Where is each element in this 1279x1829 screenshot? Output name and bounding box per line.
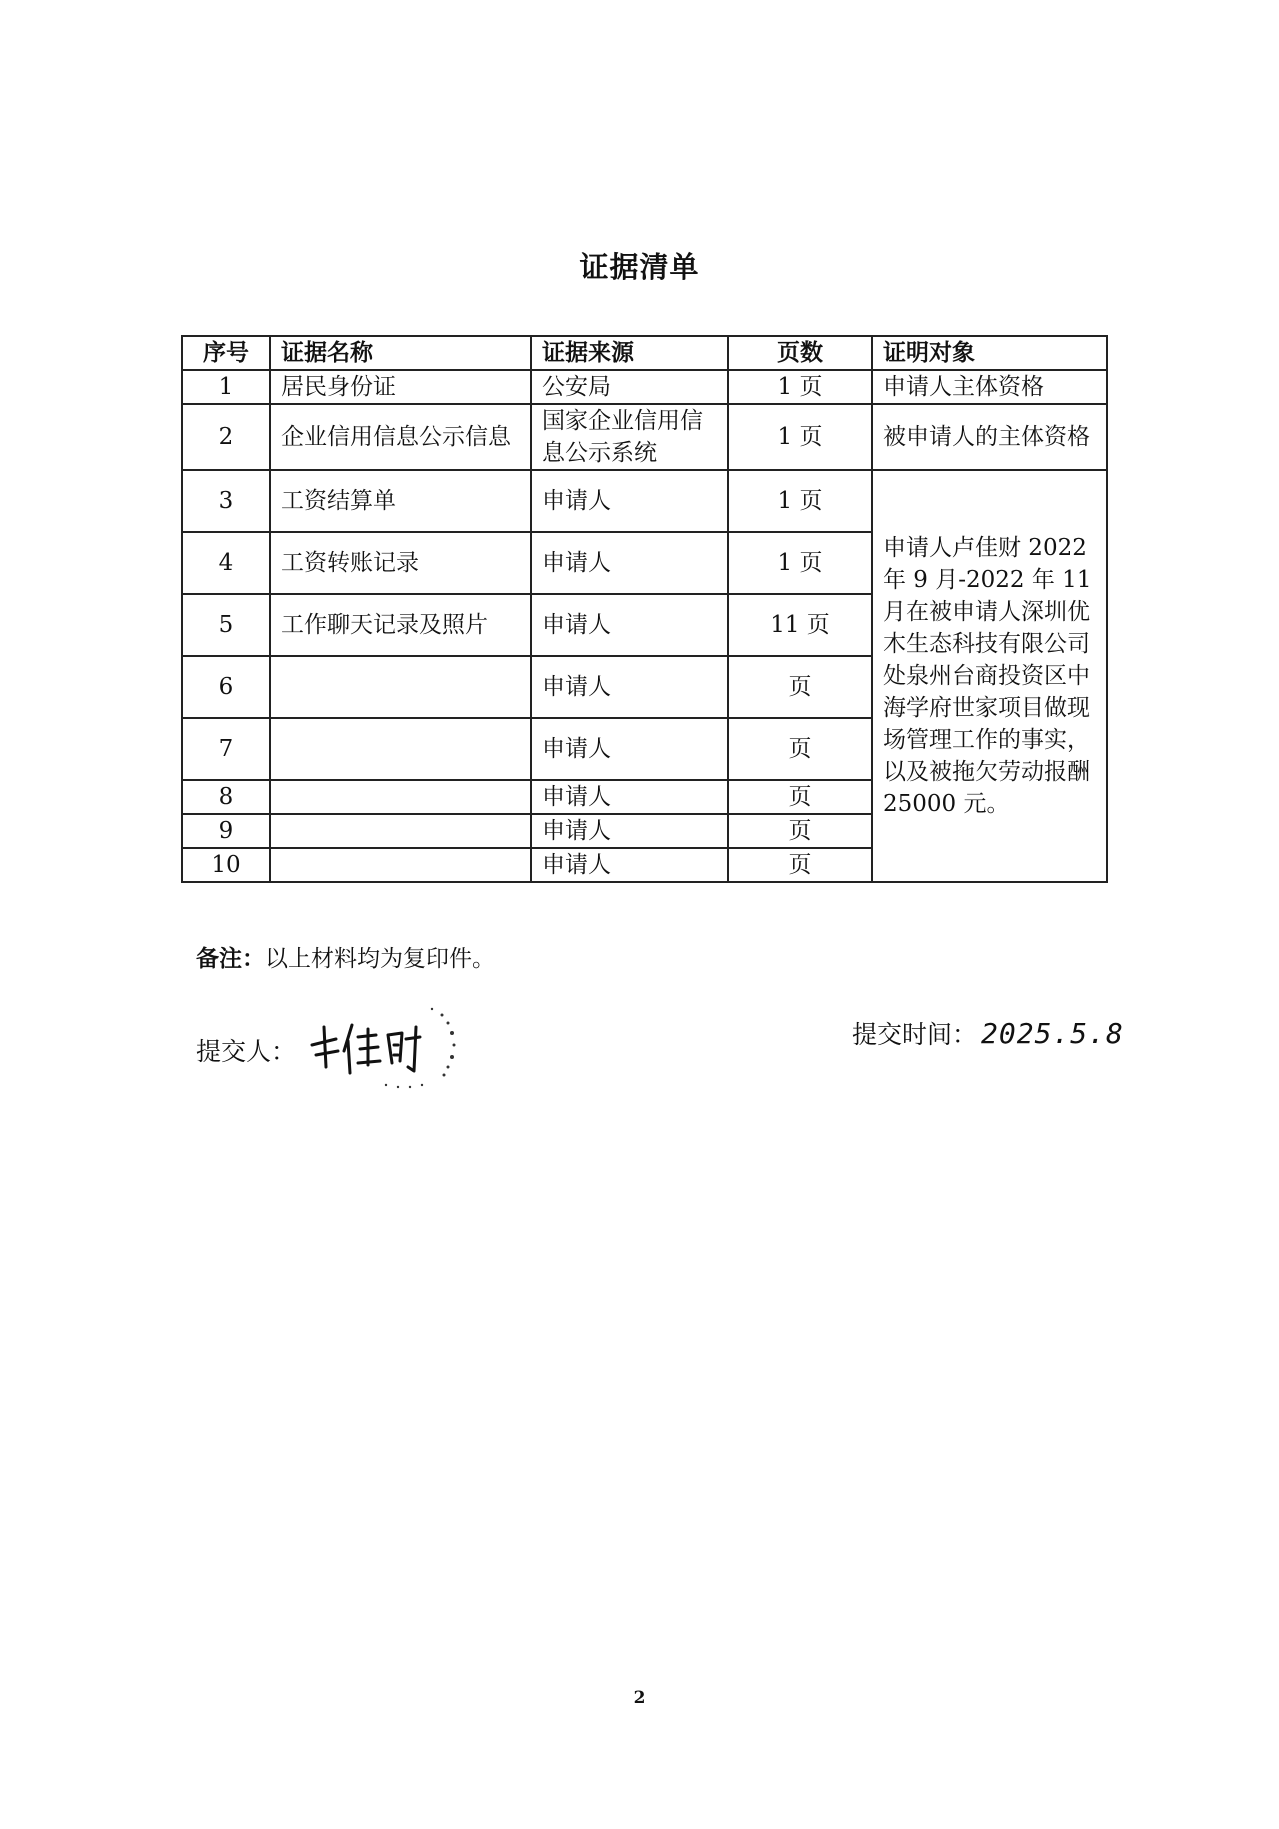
submit-time-block [852, 1015, 1124, 1051]
cell-name [270, 780, 531, 814]
cell-name: 企业信用信息公示信息 [270, 404, 531, 470]
table-header-row [182, 336, 1107, 370]
cell-source: 申请人 [531, 814, 728, 848]
header-name: 证据名称 [270, 336, 531, 370]
header-pages: 页数 [728, 336, 872, 370]
cell-name [270, 656, 531, 718]
cell-seq: 10 [182, 848, 270, 882]
cell-source: 申请人 [531, 594, 728, 656]
cell-merged-target: 申请人卢佳财 2022 年 9 月-2022 年 11 月在被申请人深圳优木生态科技有限公司处泉州台商投资区中海学府世家项目做现场管理工作的事实，以及被拖欠劳动报酬 25000 元。 [872, 470, 1107, 882]
table-row [182, 404, 1107, 470]
cell-pages: 页 [728, 718, 872, 780]
table-row [182, 370, 1107, 404]
cell-target: 申请人主体资格 [872, 370, 1107, 404]
cell-pages: 1 页 [728, 532, 872, 594]
cell-name: 工资转账记录 [270, 532, 531, 594]
cell-source: 申请人 [531, 470, 728, 532]
cell-name [270, 814, 531, 848]
cell-name [270, 848, 531, 882]
page-number: 2 [633, 1688, 646, 1708]
cell-seq: 2 [182, 404, 270, 470]
cell-source: 申请人 [531, 848, 728, 882]
cell-pages: 页 [728, 656, 872, 718]
document-title: 证据清单 [579, 250, 700, 284]
submit-time-label: 提交时间： [852, 1020, 978, 1049]
cell-source: 申请人 [531, 532, 728, 594]
cell-pages: 1 页 [728, 370, 872, 404]
remark-label: 备注： [196, 946, 265, 972]
cell-seq: 8 [182, 780, 270, 814]
evidence-table [181, 335, 1108, 883]
cell-pages: 1 页 [728, 470, 872, 532]
cell-source: 申请人 [531, 780, 728, 814]
cell-seq: 1 [182, 370, 270, 404]
cell-name: 工资结算单 [270, 470, 531, 532]
cell-name [270, 718, 531, 780]
cell-seq: 7 [182, 718, 270, 780]
table-row [182, 470, 1107, 532]
header-source: 证据来源 [531, 336, 728, 370]
submitter-block [196, 1015, 452, 1085]
cell-pages: 页 [728, 780, 872, 814]
cell-source: 公安局 [531, 370, 728, 404]
remark [196, 940, 495, 973]
cell-pages: 11 页 [728, 594, 872, 656]
cell-source: 国家企业信用信息公示系统 [531, 404, 728, 470]
cell-seq: 3 [182, 470, 270, 532]
cell-pages: 1 页 [728, 404, 872, 470]
header-target: 证明对象 [872, 336, 1107, 370]
submit-time-value: 2025.5.8 [981, 1016, 1124, 1050]
cell-source: 申请人 [531, 656, 728, 718]
cell-name: 居民身份证 [270, 370, 531, 404]
handwritten-signature [302, 1015, 452, 1085]
cell-seq: 9 [182, 814, 270, 848]
cell-target: 被申请人的主体资格 [872, 404, 1107, 470]
header-seq: 序号 [182, 336, 270, 370]
cell-seq: 4 [182, 532, 270, 594]
cell-name: 工作聊天记录及照片 [270, 594, 531, 656]
remark-text: 以上材料均为复印件。 [265, 946, 495, 972]
submitter-label: 提交人： [196, 1037, 297, 1066]
cell-source: 申请人 [531, 718, 728, 780]
cell-pages: 页 [728, 848, 872, 882]
cell-pages: 页 [728, 814, 872, 848]
cell-seq: 6 [182, 656, 270, 718]
cell-seq: 5 [182, 594, 270, 656]
